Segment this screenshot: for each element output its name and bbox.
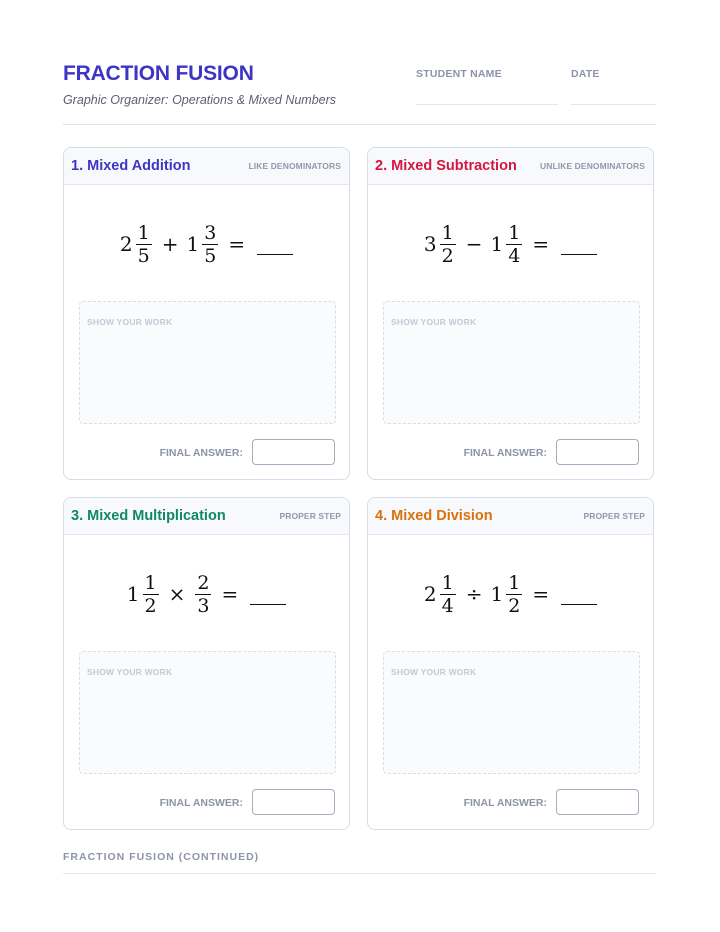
whole-part: 3: [423, 232, 437, 256]
whole-part: 1: [126, 582, 140, 606]
operator: −: [465, 232, 483, 256]
worksheet-title: FRACTION FUSION: [63, 62, 254, 85]
whole-part: 2: [423, 582, 437, 606]
math-expression: [368, 194, 653, 294]
work-label: SHOW YOUR WORK: [391, 667, 477, 677]
equals-sign: =: [532, 232, 550, 256]
numerator: 1: [508, 571, 521, 594]
numerator: 1: [137, 221, 150, 244]
final-answer-label: FINAL ANSWER:: [463, 447, 547, 459]
card-header: [368, 498, 653, 535]
mixed-number: [491, 222, 525, 267]
whole-part: 2: [119, 232, 133, 256]
work-label: SHOW YOUR WORK: [391, 317, 477, 327]
work-label: SHOW YOUR WORK: [87, 667, 173, 677]
answer-blank: [257, 242, 293, 255]
work-area[interactable]: [79, 651, 336, 774]
fraction-term: [193, 572, 213, 617]
card-tag: PROPER STEP: [279, 511, 341, 521]
final-answer-label: FINAL ANSWER:: [159, 797, 243, 809]
equals-sign: =: [532, 582, 550, 606]
whole-part: 1: [186, 232, 200, 256]
denominator: 5: [204, 244, 217, 267]
card-header: [64, 148, 349, 185]
student-name-field[interactable]: [416, 104, 558, 105]
mixed-number: [424, 222, 458, 267]
numerator: 1: [441, 571, 454, 594]
card-mixed-addition: [63, 147, 350, 480]
card-mixed-multiplication: [63, 497, 350, 830]
denominator: 4: [441, 594, 454, 617]
denominator: 4: [508, 244, 521, 267]
mixed-number: [187, 222, 221, 267]
card-mixed-division: [367, 497, 654, 830]
fraction: [440, 572, 456, 617]
numerator: 2: [197, 571, 210, 594]
denominator: 2: [508, 594, 521, 617]
answer-blank: [250, 592, 286, 605]
denominator: 2: [144, 594, 157, 617]
fraction: [202, 222, 218, 267]
card-header: [64, 498, 349, 535]
numerator: 1: [508, 221, 521, 244]
mixed-number: [491, 572, 525, 617]
equals-sign: =: [221, 582, 239, 606]
mixed-number: [424, 572, 458, 617]
date-field[interactable]: [571, 104, 656, 105]
card-header: [368, 148, 653, 185]
card-title: 3. Mixed Multiplication: [71, 508, 226, 524]
worksheet-subtitle: Graphic Organizer: Operations & Mixed Numbers: [63, 93, 337, 107]
date-label: DATE: [571, 68, 600, 80]
math-expression: [368, 544, 653, 644]
whole-part: 1: [490, 582, 504, 606]
operator: ×: [168, 582, 186, 606]
fraction: [136, 222, 152, 267]
fraction: [506, 222, 522, 267]
work-area[interactable]: [383, 301, 640, 424]
answer-blank: [561, 592, 597, 605]
equals-sign: =: [228, 232, 246, 256]
operator: ÷: [465, 582, 483, 606]
card-mixed-subtraction: [367, 147, 654, 480]
operator: +: [161, 232, 179, 256]
denominator: 3: [197, 594, 210, 617]
header-divider: [63, 124, 656, 125]
card-tag: PROPER STEP: [583, 511, 645, 521]
final-answer-label: FINAL ANSWER:: [159, 447, 243, 459]
final-answer-label: FINAL ANSWER:: [463, 797, 547, 809]
card-title: 2. Mixed Subtraction: [375, 158, 517, 174]
final-answer-box[interactable]: [252, 789, 335, 815]
mixed-number: [127, 572, 161, 617]
denominator: 5: [137, 244, 150, 267]
final-answer-box[interactable]: [252, 439, 335, 465]
work-area[interactable]: [383, 651, 640, 774]
numerator: 1: [441, 221, 454, 244]
fraction: [506, 572, 522, 617]
answer-blank: [561, 242, 597, 255]
whole-part: 1: [490, 232, 504, 256]
card-tag: LIKE DENOMINATORS: [248, 161, 341, 171]
final-answer-box[interactable]: [556, 439, 639, 465]
fraction: [195, 572, 211, 617]
fraction: [143, 572, 159, 617]
numerator: 3: [204, 221, 217, 244]
footer-text: FRACTION FUSION (CONTINUED): [63, 851, 260, 863]
denominator: 2: [441, 244, 454, 267]
worksheet-header: [63, 62, 656, 126]
card-title: 1. Mixed Addition: [71, 158, 191, 174]
math-expression: [64, 544, 349, 644]
fraction: [440, 222, 456, 267]
numerator: 1: [144, 571, 157, 594]
final-answer-box[interactable]: [556, 789, 639, 815]
card-title: 4. Mixed Division: [375, 508, 493, 524]
work-label: SHOW YOUR WORK: [87, 317, 173, 327]
math-expression: [64, 194, 349, 294]
footer-divider: [63, 873, 656, 874]
card-tag: UNLIKE DENOMINATORS: [539, 161, 645, 171]
work-area[interactable]: [79, 301, 336, 424]
mixed-number: [120, 222, 154, 267]
student-name-label: STUDENT NAME: [416, 68, 502, 80]
